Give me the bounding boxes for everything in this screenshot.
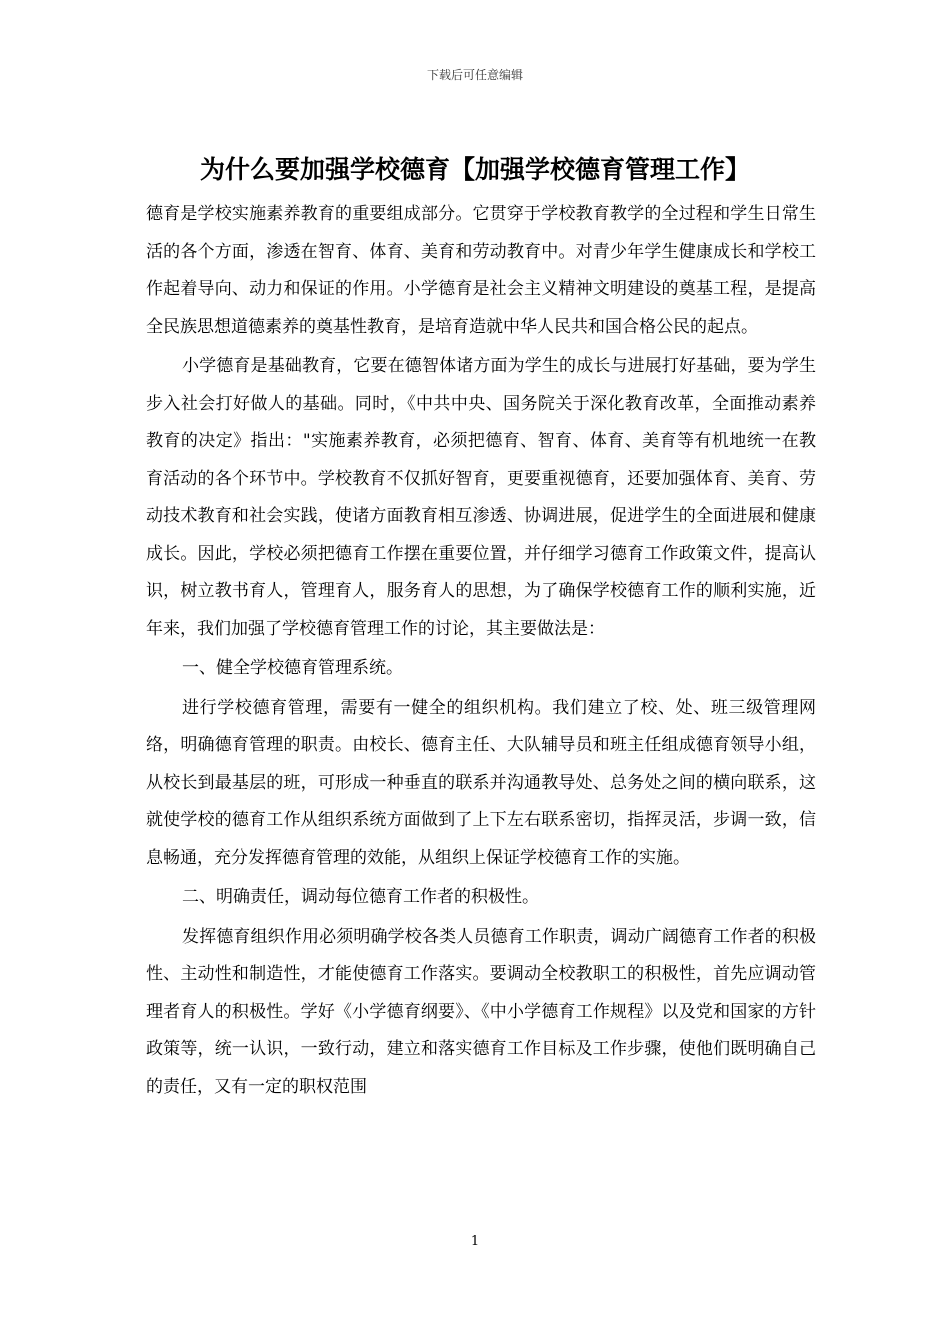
section-heading-1: 一、健全学校德育管理系统。 — [182, 658, 403, 678]
paragraph-basic-education: 小学德育是基础教育，它要在德智体诸方面为学生的成长与进展打好基础，要为学生步入社会打好做人的基础。同时，《中共中央、国务院关于深化教育改革，全面推动素养教育的决定》指出："实施素养教育，必须把德育、智育、体育、美育等有机地统一在教育活动的各个环节中。学校教育不仅抓好智育，更要重视德育，还要加强体育、美育、劳动技术教育和社会实践，使诸方面教育相互渗透、协调进展，促进学生的全面进展和健康成长。因此，学校必须把德育工作摆在重要位置，并仔细学习德育工作政策文件，提高认识，树立教书育人，管理育人，服务育人的思想，为了确保学校德育工作的顺利实施，近年来，我们加强了学校德育管理工作的讨论，其主要做法是： — [146, 356, 816, 639]
paragraph-intro: 德育是学校实施素养教育的重要组成部分。它贯穿于学校教育教学的全过程和学生日常生活的各个方面，渗透在智育、体育、美育和劳动教育中。对青少年学生健康成长和学校工作起着导向、动力和保证的作用。小学德育是社会主义精神文明建设的奠基工程，是提高全民族思想道德素养的奠基性教育，是培育造就中华人民共和国合格公民的起点。 — [146, 204, 816, 337]
paragraph-responsibility: 发挥德育组织作用必须明确学校各类人员德育工作职责，调动广阔德育工作者的积极性、主动性和制造性，才能使德育工作落实。要调动全校教职工的积极性，首先应调动管理者育人的积极性。学好《小学德育纲要》、《中小学德育工作规程》以及党和国家的方针政策等，统一认识，一致行动，建立和落实德育工作目标及工作步骤，使他们既明确自己的责任，又有一定的职权范围 — [146, 926, 816, 1097]
document-body — [146, 196, 816, 1108]
header-note: 下载后可任意编辑 — [426, 68, 523, 82]
page-number: 1 — [470, 1234, 480, 1249]
section-heading-2: 二、明确责任，调动每位德育工作者的积极性。 — [182, 887, 539, 907]
paragraph-management-system: 进行学校德育管理，需要有一健全的组织机构。我们建立了校、处、班三级管理网络，明确德育管理的职责。由校长、德育主任、大队辅导员和班主任组成德育领导小组，从校长到最基层的班，可形成一种垂直的联系并沟通教导处、总务处之间的横向联系，这就使学校的德育工作从组织系统方面做到了上下左右联系密切，指挥灵活，步调一致，信息畅通，充分发挥德育管理的效能，从组织上保证学校德育工作的实施。 — [146, 697, 816, 868]
document-title: 为什么要加强学校德育【加强学校德育管理工作】 — [199, 155, 750, 184]
